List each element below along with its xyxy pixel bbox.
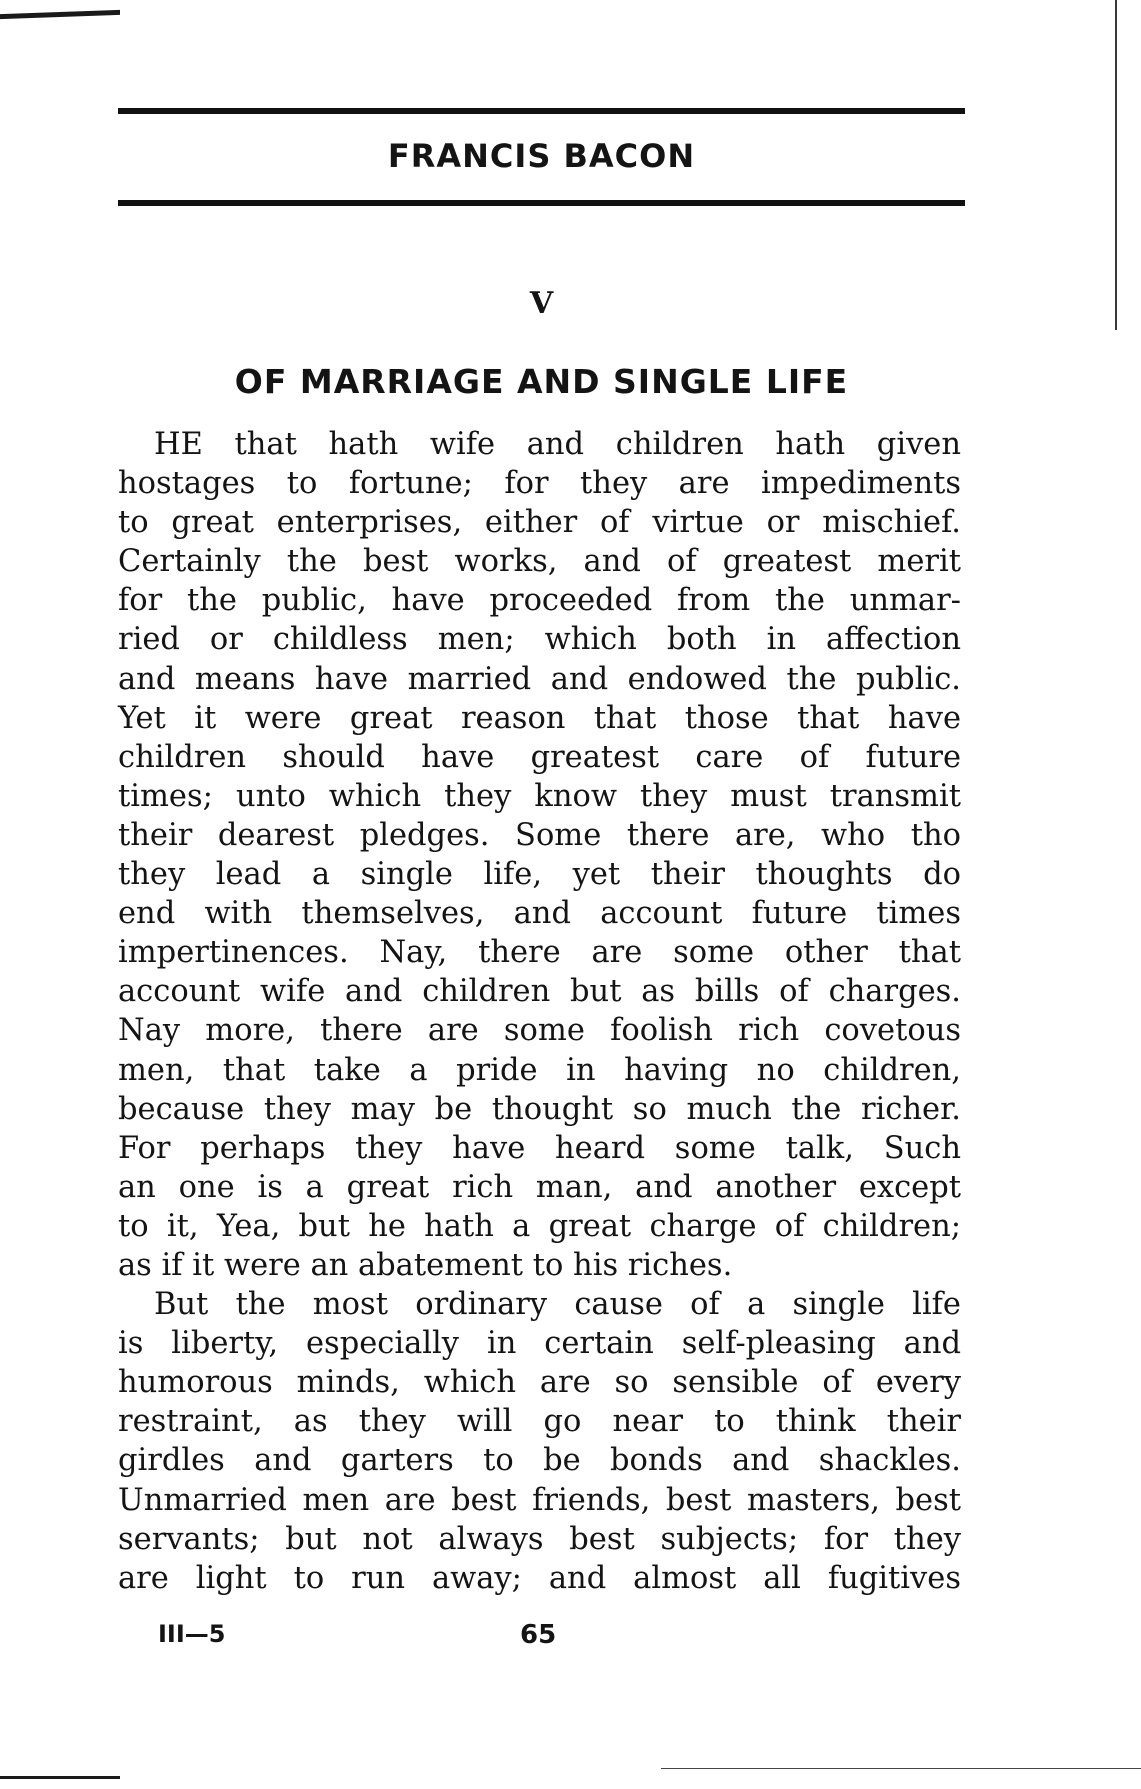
scan-edge-line bbox=[1115, 0, 1117, 330]
text-line: they lead a single life, yet their thoughts do bbox=[118, 857, 961, 893]
paragraph bbox=[118, 1285, 961, 1598]
chapter-title: OF MARRIAGE AND SINGLE LIFE bbox=[234, 362, 849, 401]
text-line: But the most ordinary cause of a single life bbox=[154, 1287, 961, 1323]
text-line: Nay more, there are some foolish rich covetous bbox=[118, 1013, 961, 1049]
text-line: end with themselves, and account future times bbox=[118, 896, 961, 932]
page-number: 65 bbox=[520, 1620, 557, 1650]
text-line: account wife and children but as bills of charges. bbox=[118, 974, 961, 1010]
text-line: to it, Yea, but he hath a great charge of children; bbox=[118, 1208, 961, 1244]
text-line: men, that take a pride in having no children, bbox=[118, 1052, 961, 1088]
scan-edge-mark-bottom bbox=[0, 1776, 120, 1779]
scan-edge-mark bbox=[0, 10, 120, 19]
text-line: servants; but not always best subjects; for they bbox=[118, 1521, 961, 1557]
text-line: hostages to fortune; for they are impediments bbox=[118, 466, 961, 502]
text-line: Certainly the best works, and of greatest merit bbox=[118, 544, 961, 580]
text-line: an one is a great rich man, and another except bbox=[118, 1169, 961, 1205]
scan-edge-line-bottom bbox=[661, 1768, 1141, 1769]
text-line: Unmarried men are best friends, best masters, best bbox=[118, 1482, 961, 1518]
text-line: girdles and garters to be bonds and shackles. bbox=[118, 1443, 961, 1479]
header-rule-bottom bbox=[118, 200, 965, 206]
paragraph bbox=[118, 425, 961, 1285]
text-line: to great enterprises, either of virtue or mischief. bbox=[118, 505, 961, 541]
text-line: their dearest pledges. Some there are, who tho bbox=[118, 817, 961, 853]
text-line: HE that hath wife and children hath given bbox=[154, 427, 961, 462]
text-line: because they may be thought so much the richer. bbox=[118, 1091, 961, 1127]
text-line: impertinences. Nay, there are some other that bbox=[118, 935, 961, 971]
text-line: children should have greatest care of future bbox=[118, 739, 961, 775]
body-text bbox=[118, 425, 961, 1598]
text-line: are light to run away; and almost all fugitives bbox=[118, 1560, 961, 1596]
chapter-number: V bbox=[529, 286, 554, 321]
text-line: as if it were an abatement to his riches. bbox=[118, 1247, 733, 1283]
text-line: is liberty, especially in certain self-pleasing and bbox=[118, 1326, 961, 1362]
text-line: for the public, have proceeded from the unmar- bbox=[118, 583, 961, 619]
text-line: Yet it were great reason that those that have bbox=[118, 700, 961, 736]
running-head: FRANCIS BACON bbox=[387, 137, 696, 175]
text-line: humorous minds, which are so sensible of every bbox=[118, 1365, 961, 1401]
text-line: For perhaps they have heard some talk, Such bbox=[118, 1130, 961, 1166]
text-line: ried or childless men; which both in affection bbox=[118, 622, 961, 658]
text-line: and means have married and endowed the public. bbox=[118, 661, 961, 697]
header-rule-top bbox=[118, 108, 965, 114]
signature-mark: III—5 bbox=[158, 1620, 226, 1648]
text-line: restraint, as they will go near to think their bbox=[118, 1404, 961, 1440]
text-line: times; unto which they know they must transmit bbox=[118, 778, 961, 814]
